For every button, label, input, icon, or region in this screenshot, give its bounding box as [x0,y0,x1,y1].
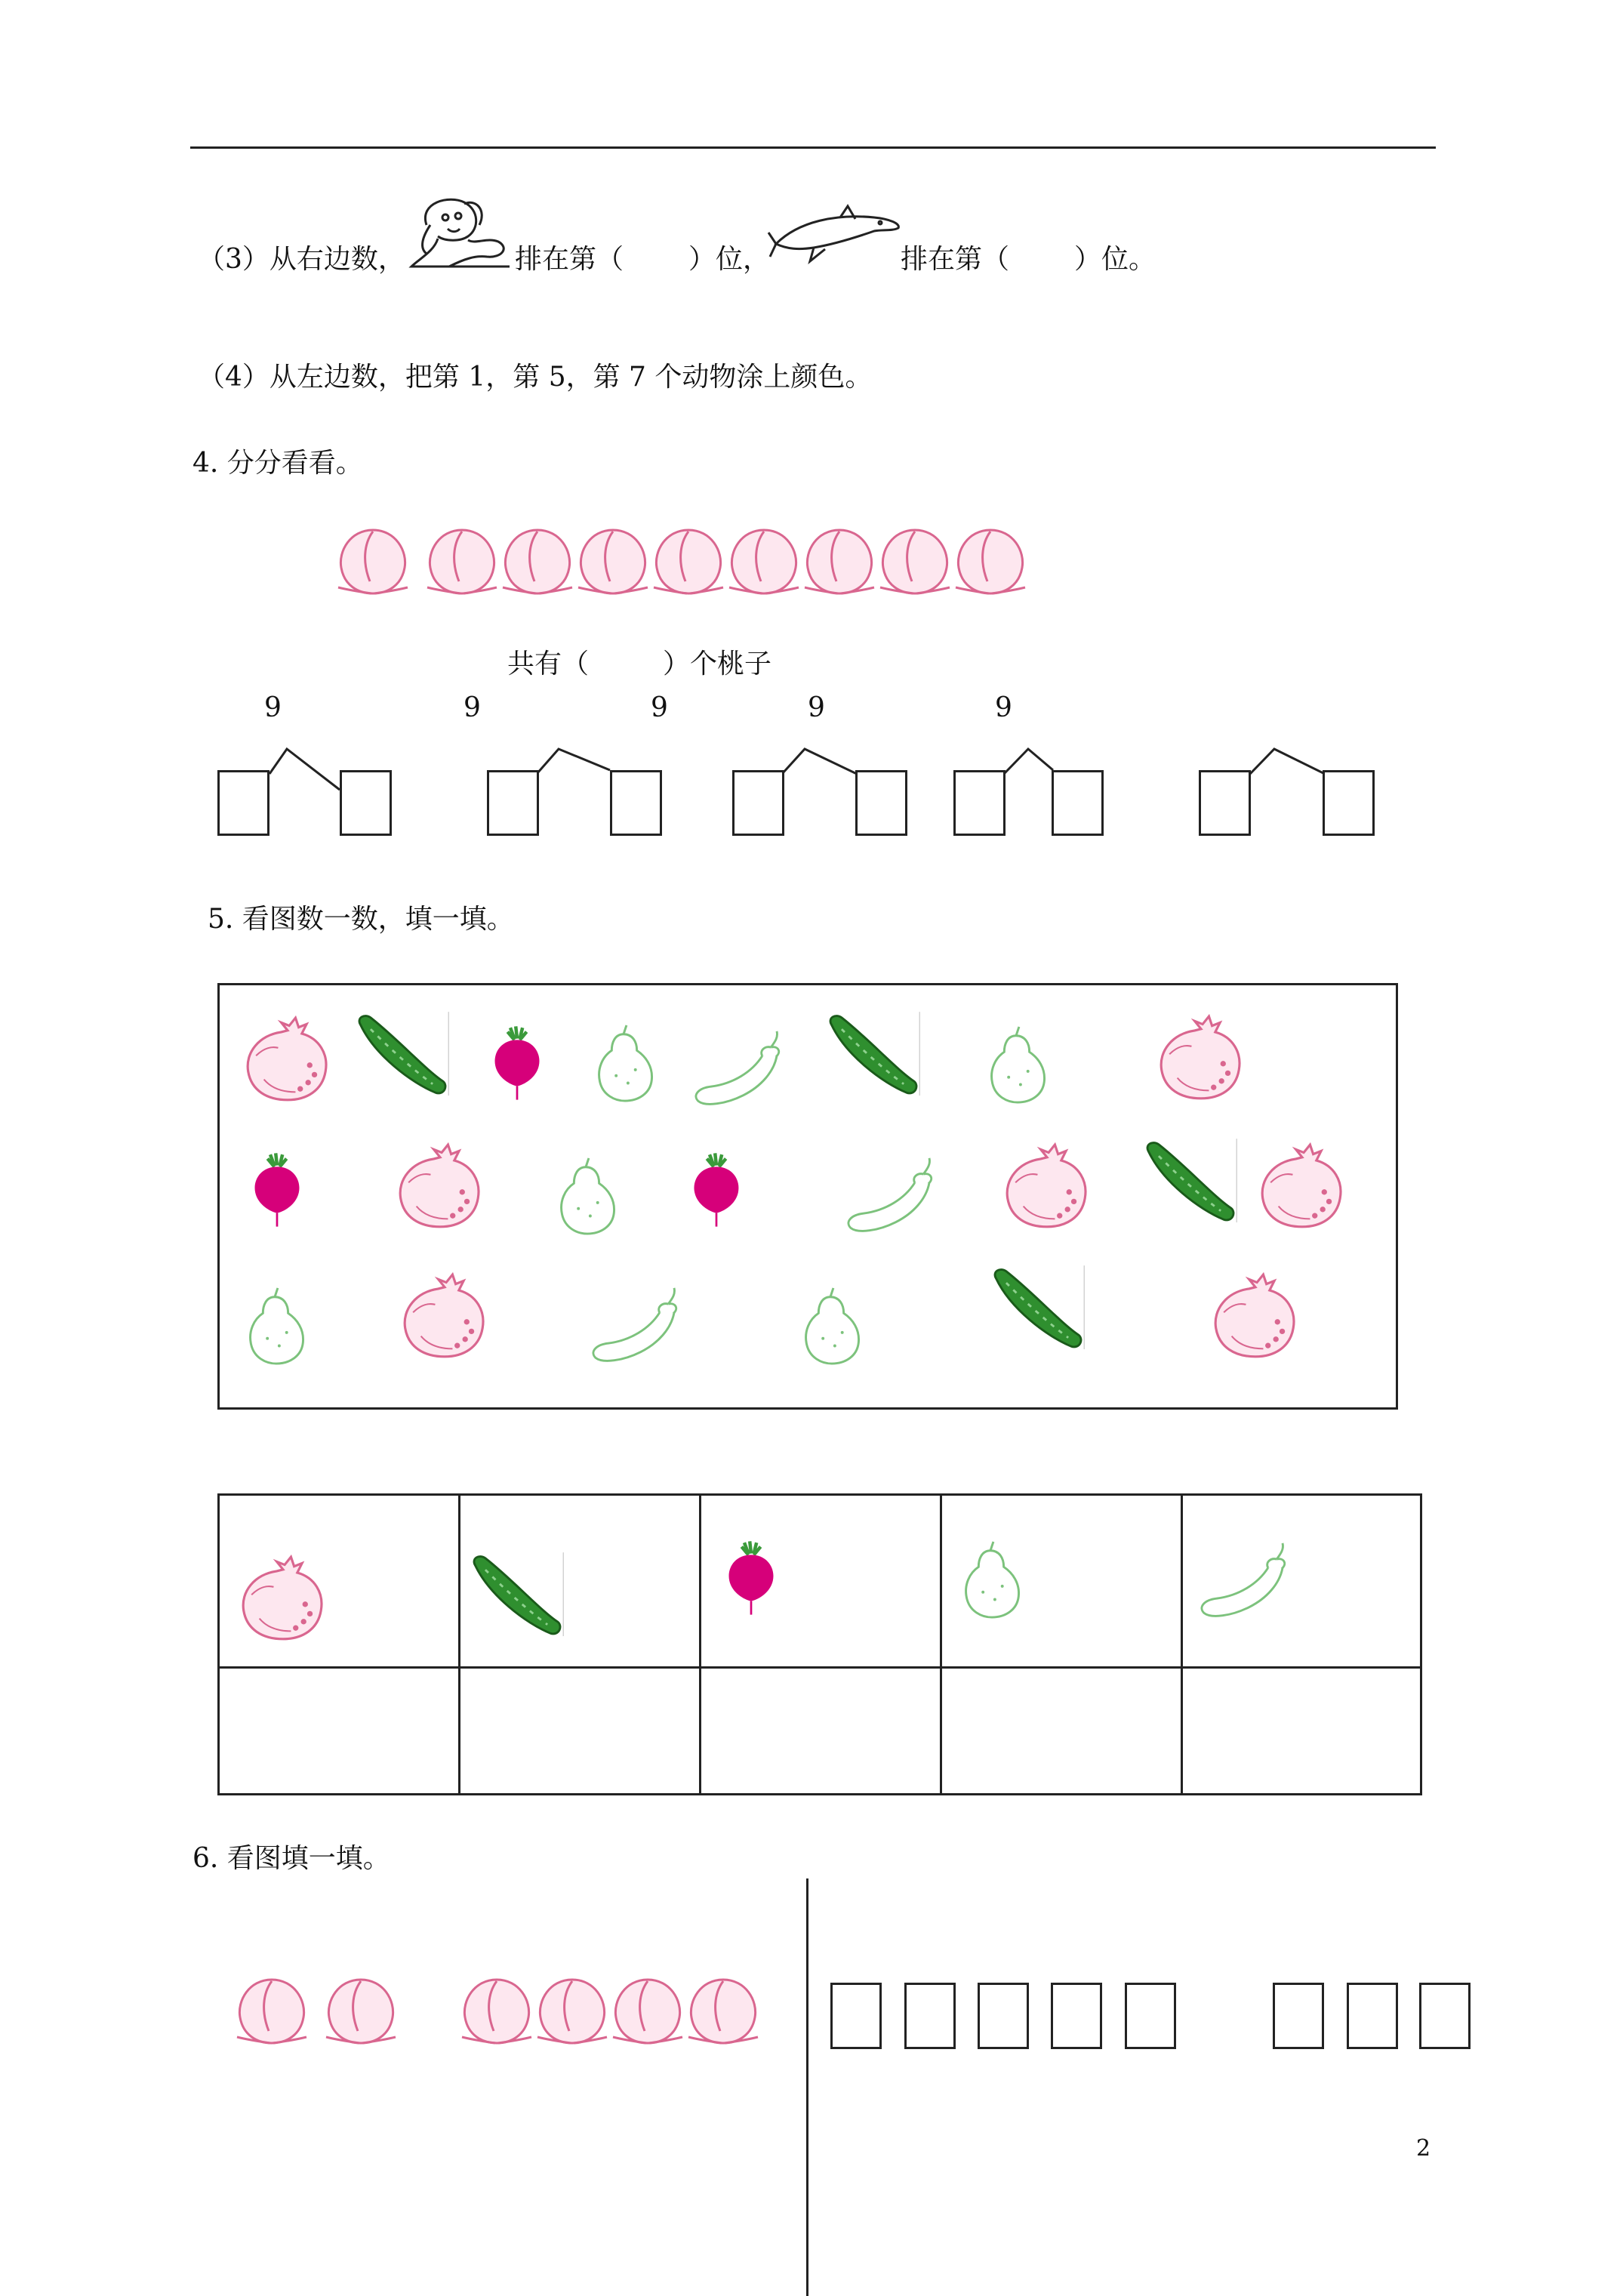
split-box[interactable] [1052,770,1104,836]
peach-total-prefix: 共有（ [507,649,590,680]
count-input-cell[interactable] [942,1669,1178,1793]
split-box[interactable] [1323,770,1375,836]
split-box[interactable] [732,770,784,836]
header-rule [190,146,1436,149]
radish-icon [717,1536,785,1620]
count-input-cell[interactable] [1183,1669,1419,1793]
cucumber-icon [353,1012,451,1099]
peach-group-right [459,1971,776,2054]
cucumber-icon [468,1552,566,1639]
pear-icon [793,1287,868,1367]
q3-mid2: ）位， [688,244,771,275]
split-box[interactable] [953,770,1006,836]
page-number: 2 [1416,2135,1431,2162]
answer-box[interactable] [978,1983,1029,2049]
answer-box[interactable] [1273,1983,1324,2049]
pomegranate-icon [1206,1273,1304,1360]
answer-box[interactable] [1125,1983,1176,2049]
peach-total-suffix: ）个桃子 [663,649,772,680]
split-top-number: 9 [264,692,282,723]
answer-box[interactable] [830,1983,882,2049]
peach-row [335,521,1045,604]
dolphin-icon [768,202,904,270]
pear-icon [978,1025,1054,1105]
split-box[interactable] [855,770,907,836]
pomegranate-icon [1152,1015,1250,1102]
q3-mid1: 排在第（ [515,244,624,275]
q3-mid3: 排在第（ [901,244,1010,275]
pomegranate-icon [234,1555,332,1642]
pomegranate-icon [1253,1143,1351,1230]
q3-prefix: （3）从右边数， [198,244,405,275]
pomegranate-icon [239,1016,337,1103]
eggplant-icon [687,1028,787,1108]
split-top-number: 9 [463,692,481,723]
cucumber-icon [1141,1139,1240,1225]
split-top-number: 9 [808,692,825,723]
answer-box[interactable] [1347,1983,1398,2049]
radish-icon [682,1148,750,1232]
cucumber-icon [989,1265,1087,1352]
cucumber-icon [824,1012,922,1099]
q4-line: （4）从左边数，把第 1，第 5，第 7 个动物涂上颜色。 [198,362,873,393]
answer-box[interactable] [904,1983,956,2049]
pomegranate-icon [391,1143,489,1230]
answer-box[interactable] [1051,1983,1102,2049]
vertical-divider [806,1878,808,2296]
split-box[interactable] [1199,770,1251,836]
count-input-cell[interactable] [701,1669,938,1793]
section5-title: 5. 看图数一数，填一填。 [208,904,514,935]
dog-icon [404,195,517,278]
section4-title: 4. 分分看看。 [192,448,363,479]
radish-icon [243,1148,311,1232]
count-input-cell[interactable] [460,1669,697,1793]
split-box[interactable] [217,770,269,836]
split-box[interactable] [340,770,392,836]
split-top-number: 9 [651,692,668,723]
peach-group-left [234,1971,415,2054]
pear-icon [953,1540,1028,1620]
count-input-cell[interactable] [220,1669,456,1793]
pomegranate-icon [396,1273,494,1360]
pear-icon [586,1024,661,1104]
split-box[interactable] [487,770,539,836]
split-top-number: 9 [995,692,1012,723]
pear-icon [548,1157,624,1237]
eggplant-icon [584,1285,684,1365]
split-box[interactable] [610,770,662,836]
q3-suffix: ）位。 [1074,244,1156,275]
radish-icon [483,1021,551,1105]
section6-title: 6. 看图填一填。 [192,1843,390,1874]
eggplant-icon [1193,1540,1292,1620]
answer-box[interactable] [1419,1983,1471,2049]
eggplant-icon [839,1155,939,1235]
pear-icon [237,1287,313,1367]
pomegranate-icon [998,1143,1096,1230]
